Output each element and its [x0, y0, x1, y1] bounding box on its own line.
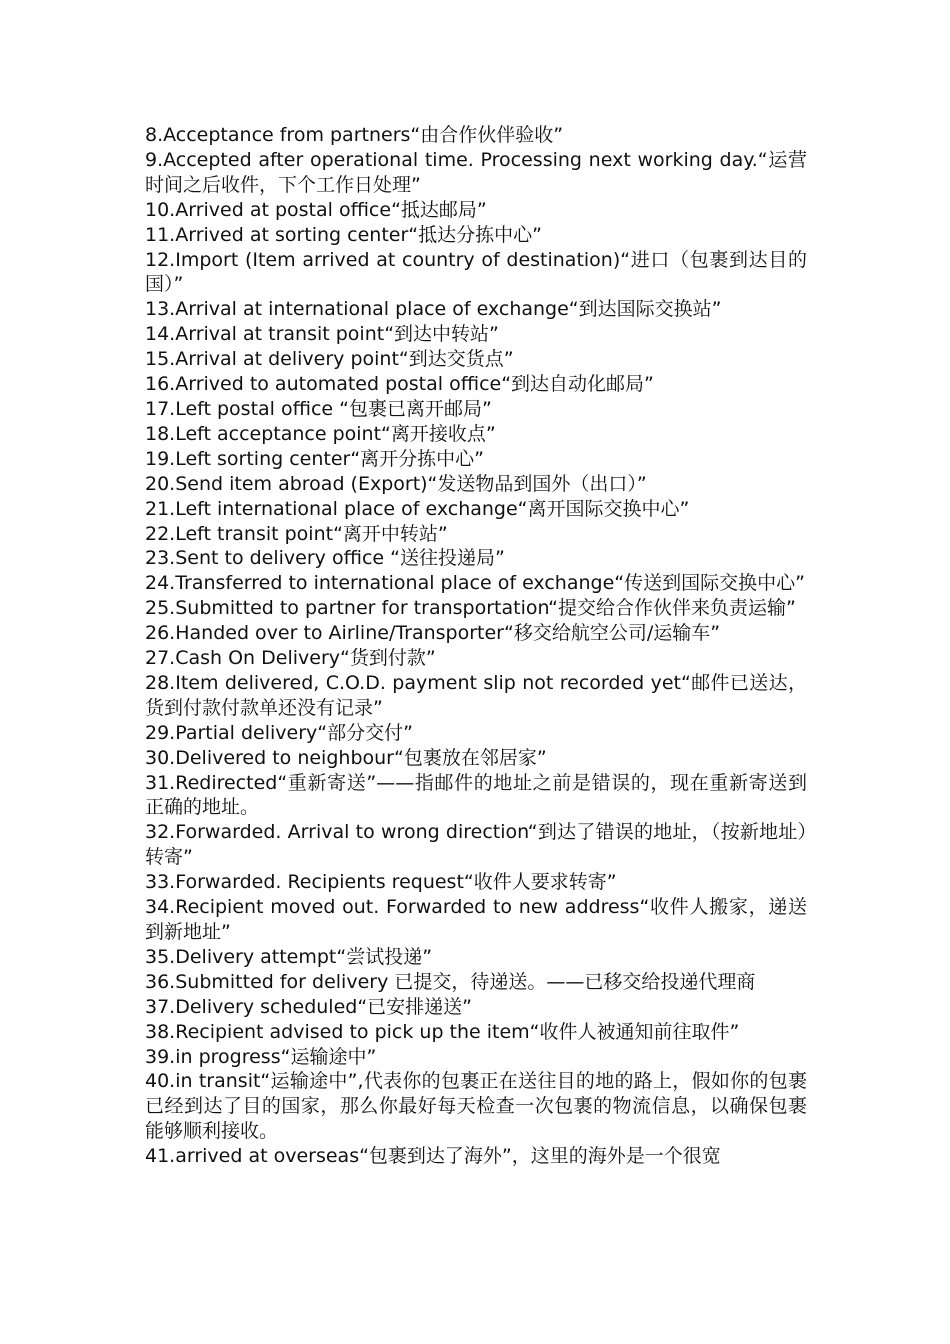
paragraph-18: 18.Left acceptance point“离开接收点”: [145, 422, 496, 445]
paragraph-21: 21.Left international place of exchange“离开国际交换中心”: [145, 497, 690, 520]
document-body: [145, 123, 807, 1169]
paragraph-17: 17.Left postal office “包裹已离开邮局”: [145, 397, 492, 420]
paragraph-38: 38.Recipient advised to pick up the item“收件人被通知前往取件”: [145, 1020, 740, 1043]
paragraph-28: 28.Item delivered, C.O.D. payment slip not recorded yet“邮件已送达，货到付款付款单还没有记录”: [145, 671, 807, 719]
paragraph-37: 37.Delivery scheduled“已安排递送”: [145, 995, 473, 1018]
paragraph-19: 19.Left sorting center“离开分拣中心”: [145, 447, 485, 470]
paragraph-9: 9.Accepted after operational time. Processing next working day.“运营时间之后收件，下个工作日处理”: [145, 148, 807, 196]
paragraph-24: 24.Transferred to international place of exchange“传送到国际交换中心”: [145, 572, 805, 595]
paragraph-30: 30.Delivered to neighbour“包裹放在邻居家”: [145, 746, 547, 769]
paragraph-22: 22.Left transit point“离开中转站”: [145, 522, 448, 545]
paragraph-14: 14.Arrival at transit point“到达中转站”: [145, 323, 499, 346]
paragraph-35: 35.Delivery attempt“尝试投递”: [145, 945, 433, 968]
paragraph-31: 31.Redirected“重新寄送”——指邮件的地址之前是错误的，现在重新寄送到正确的地址。: [145, 771, 807, 819]
paragraph-39: 39.in progress“运输途中”: [145, 1045, 377, 1068]
paragraph-8: 8.Acceptance from partners“由合作伙伴验收”: [145, 124, 564, 146]
paragraph-11: 11.Arrived at sorting center“抵达分拣中心”: [145, 223, 542, 246]
paragraph-23: 23.Sent to delivery office “送往投递局”: [145, 547, 505, 570]
paragraph-32: 32.Forwarded. Arrival to wrong direction“到达了错误的地址，（按新地址）转寄”: [145, 821, 807, 869]
paragraph-25: 25.Submitted to partner for transportation“提交给合作伙伴来负责运输”: [145, 597, 796, 620]
paragraph-27: 27.Cash On Delivery“货到付款”: [145, 647, 436, 670]
paragraph-40: 40.in transit“运输途中”,代表你的包裹正在送往目的地的路上，假如你的包裹已经到达了目的国家，那么你最好每天检查一次包裹的物流信息，以确保包裹能够顺利接收。: [145, 1070, 807, 1143]
paragraph-20: 20.Send item abroad (Export)“发送物品到国外（出口）”: [145, 472, 647, 495]
paragraph-16: 16.Arrived to automated postal office“到达自动化邮局”: [145, 373, 654, 396]
paragraph-15: 15.Arrival at delivery point“到达交货点”: [145, 348, 514, 371]
paragraph-36: 36.Submitted for delivery 已提交，待递送。——已移交给投递代理商: [145, 970, 756, 993]
paragraph-33: 33.Forwarded. Recipients request“收件人要求转寄”: [145, 871, 617, 894]
paragraph-12: 12.Import (Item arrived at country of destination)“进口（包裹到达目的国）”: [145, 248, 807, 296]
paragraph-26: 26.Handed over to Airline/Transporter“移交给航空公司/运输车”: [145, 622, 721, 645]
paragraph-34: 34.Recipient moved out. Forwarded to new address“收件人搬家，递送到新地址”: [145, 896, 807, 943]
paragraph-41: 41.arrived at overseas“包裹到达了海外”，这里的海外是一个很宽: [145, 1145, 721, 1168]
paragraph-29: 29.Partial delivery“部分交付”: [145, 721, 413, 744]
paragraph-10: 10.Arrived at postal office“抵达邮局”: [145, 198, 487, 221]
paragraph-13: 13.Arrival at international place of exchange“到达国际交换站”: [145, 298, 722, 321]
